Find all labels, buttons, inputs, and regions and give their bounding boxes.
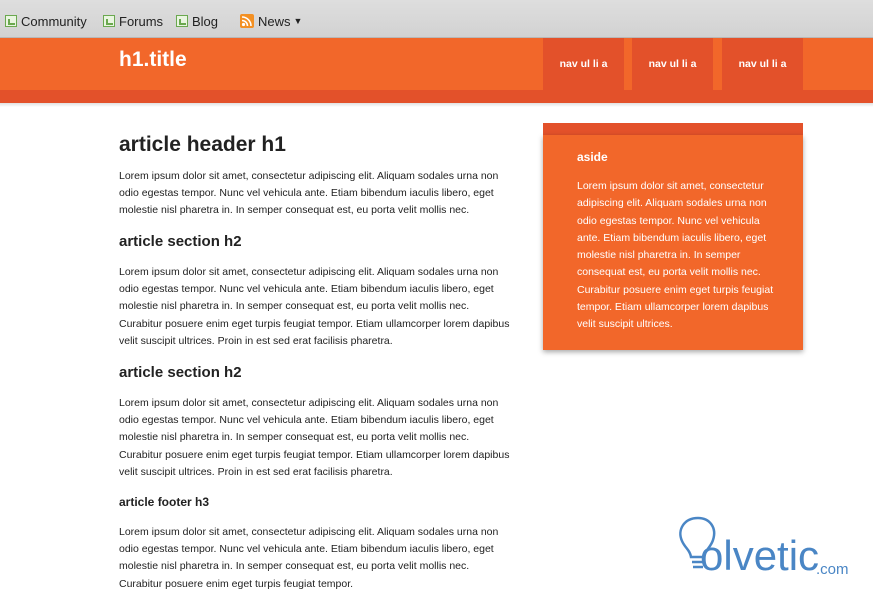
mint-icon [103, 15, 115, 27]
bookmark-community[interactable] [5, 12, 87, 30]
mint-icon [176, 15, 188, 27]
solvetic-logo [674, 510, 864, 590]
article-header-title: article header h1 [119, 133, 286, 156]
bookmark-forums[interactable] [103, 12, 163, 30]
brand-text: olvetic [700, 532, 820, 579]
rss-icon [240, 14, 254, 28]
article-paragraph: Lorem ipsum dolor sit amet, consectetur adipiscing elit. Aliquam sodales urna non odio egestas tempor. Nunc vel vehicula ante. Etiam bibendum iaculis libero, eget molestie nisl pharetra in. In semper consequat est, eu porta velit mollis nec. Curabitur posuere enim eget turpis feugiat tempor. Etiam ullamcorper lorem dapibus velit suscipit ultrices. Proin in est sed erat facilisis pharetra. [119, 397, 510, 478]
article-paragraph: Lorem ipsum dolor sit amet, consectetur adipiscing elit. Aliquam sodales urna non odio egestas tempor. Nunc vel vehicula ante. Etiam bibendum iaculis libero, eget molestie nisl pharetra in. In semper consequat est, eu porta velit mollis nec. Curabitur posuere enim eget turpis feugiat tempor. Etiam ullamcorper lorem dapibus velit suscipit ultrices. Proin in est sed erat facilisis pharetra. [119, 266, 510, 347]
brand-suffix: .com [816, 561, 849, 578]
article-section-title: article section h2 [119, 364, 242, 381]
aside-text: Lorem ipsum dolor sit amet, consectetur adipiscing elit. Aliquam sodales urna non odio egestas tempor. Nunc vel vehicula ante. Etiam bibendum iaculis libero, eget molestie nisl pharetra in. In semper consequat est, eu porta velit mollis nec. Curabitur posuere enim eget turpis feugiat tempor. Etiam ullamcorper lorem dapibus velit suscipit ultrices. [577, 180, 774, 331]
bookmark-label: Forums [119, 13, 164, 29]
article-paragraph: Lorem ipsum dolor sit amet, consectetur adipiscing elit. Aliquam sodales urna non odio egestas tempor. Nunc vel vehicula ante. Etiam bibendum iaculis libero, eget molestie nisl pharetra in. In semper consequat est, eu porta velit mollis nec. [119, 170, 499, 217]
bookmark-blog[interactable] [176, 12, 218, 30]
bookmark-label: Blog [192, 13, 219, 29]
aside-top-bar [543, 123, 803, 135]
mint-icon [5, 15, 17, 27]
article-paragraph: Lorem ipsum dolor sit amet, consectetur adipiscing elit. Aliquam sodales urna non odio egestas tempor. Nunc vel vehicula ante. Etiam bibendum iaculis libero, eget molestie nisl pharetra in. In semper consequat est, eu porta velit mollis nec. Curabitur posuere enim eget turpis feugiat tempor. [119, 526, 499, 590]
bookmark-news-dropdown[interactable] [240, 12, 302, 30]
article-footer-title: article footer h3 [119, 495, 210, 509]
bookmarks-bar [0, 0, 873, 38]
article-section-title: article section h2 [119, 233, 242, 250]
lightbulb-icon [674, 510, 864, 590]
nav-link-1[interactable]: nav ul li a [543, 38, 624, 90]
header-shadow [0, 103, 873, 107]
bookmark-label: Community [21, 13, 87, 29]
nav-link-2[interactable]: nav ul li a [632, 38, 713, 90]
aside-title: aside [577, 150, 608, 164]
chevron-down-icon: ▼ [293, 16, 303, 26]
nav-link-3[interactable]: nav ul li a [722, 38, 803, 90]
header-bottom-strip [0, 90, 873, 103]
site-title: h1.title [119, 48, 187, 71]
bookmark-label: News [258, 13, 291, 29]
